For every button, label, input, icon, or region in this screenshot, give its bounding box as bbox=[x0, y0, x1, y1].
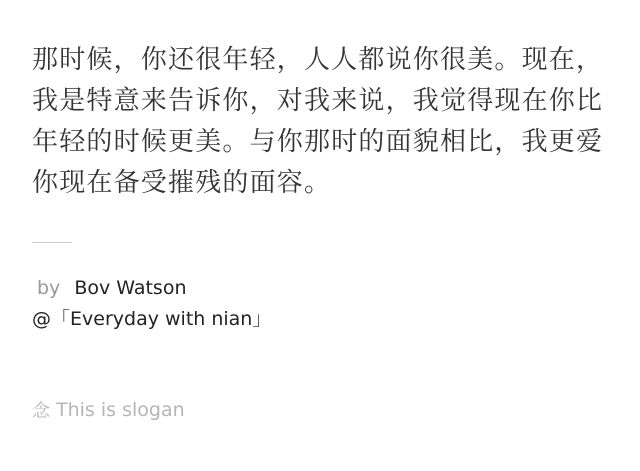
author-name: Bov Watson bbox=[74, 277, 187, 299]
source-close-bracket: 」 bbox=[252, 308, 272, 330]
source-at: @ bbox=[32, 308, 51, 330]
source-line bbox=[32, 304, 612, 331]
quote-card bbox=[32, 40, 612, 423]
slogan-text: This is slogan bbox=[56, 399, 185, 421]
nian-logo-icon: 念 bbox=[32, 401, 50, 422]
author-prefix: by bbox=[37, 277, 61, 299]
divider bbox=[32, 242, 72, 243]
slogan bbox=[32, 397, 612, 423]
author-line bbox=[32, 277, 612, 299]
source-open-bracket: 「 bbox=[51, 308, 71, 330]
source-title: Everyday with nian bbox=[70, 308, 253, 330]
quote-text: 那时候，你还很年轻，人人都说你很美。现在，我是特意来告诉你，对我来说，我觉得现在你比年轻的时候更美。与你那时的面貌相比，我更爱你现在备受摧残的面容。 bbox=[32, 45, 604, 198]
